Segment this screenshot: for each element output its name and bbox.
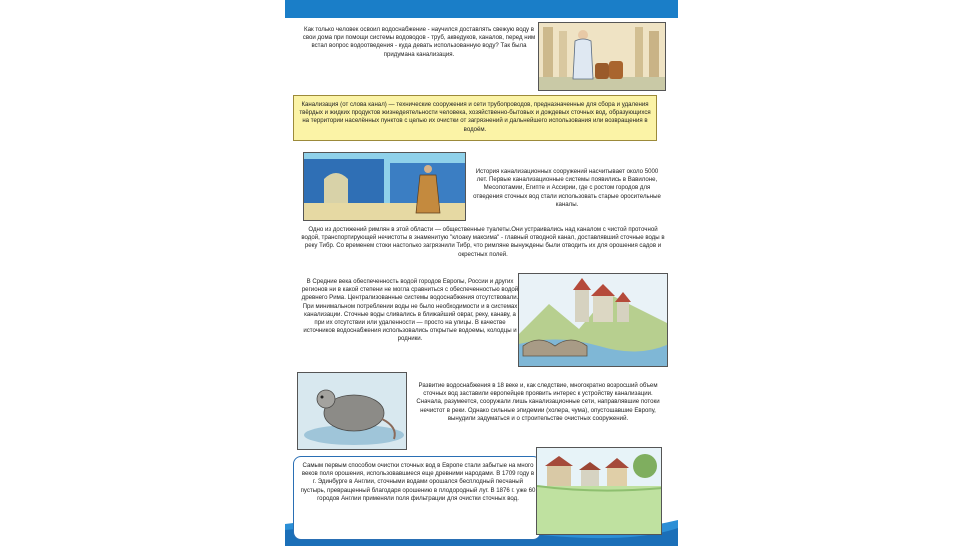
poster-page xyxy=(285,0,678,546)
illustration-village-field xyxy=(536,447,662,535)
rome-text: Одно из достижений римлян в этой области — общественные туалеты.Они устраивались над каналом с чистой проточной водой, транспортирующей нечистоты в знаменитую "клоаку максима" - главный отводной канал, доставлявший сточные воды в реку Тибр. Со временем стоки настолько загрязнили Тибр, что римляне вынуждены были отводить их для орошения садов и окрестных полей. xyxy=(301,226,665,258)
header-bar xyxy=(285,0,678,18)
definition-text: Канализация (от слова канал) — технические сооружения и сети трубопроводов, предназначенные для сбора и удаления твёрдых и жидких продуктов жизнедеятельности человека, хозяйственно-бытовых и дождевых сточных вод, образующихся на территории населённых пунктов с целью их очистки от загрязнений и дальнейшего использования или возвращения в водоём. xyxy=(299,101,651,133)
illustration-water-carrier xyxy=(538,22,666,91)
history-text: История канализационных сооружений насчитывает около 5000 лет. Первые канализационные системы появились в Вавилоне, Месопотамии, Египте и Ассирии, где с ростом городов для отведения сточных вод стали использовать старые оросительные каналы. xyxy=(473,168,661,208)
illustration-castle xyxy=(518,273,668,367)
illustration-babylon-gate xyxy=(303,152,466,221)
definition-callout xyxy=(293,95,657,141)
middle-ages-text: В Средние века обеспеченность водой городов Европы, России и других регионов ни в какой степени не могла сравниться с обеспеченностью водой древнего Рима. Централизованные системы водоснабжения отсутствовали. При минимальном потреблении воды не было необходимости и в системах канализации. Сточные воды сливались в ближайший овраг, реку, канаву, а при их отсутствии или удаленности — просто на улицы. В качестве источников водоснабжения использовались открытые водоемы, колодцы и родники. xyxy=(301,278,519,343)
irrigation-fields-box xyxy=(293,456,541,540)
eighteenth-century-text: Развитие водоснабжения в 18 веке и, как следствие, многократно возросший объем сточных вод заставили европейцев проявить интерес к устройству канализации. Сначала, разумеется, сооружали лишь канализационные сети, направлявшие потоки нечистот в реки. Однако сильные эпидемии (холера, чума), опустошавшие Европу, вынудили задуматься и о строительстве очистных сооружений. xyxy=(416,382,660,422)
illustration-rat xyxy=(297,372,407,450)
intro-text: Как только человек освоил водоснабжение - научился доставлять свежую воду в свои дома при помощи системы водоводов - труб, акведуков, каналов, перед ним встал вопрос водоотведения - куда девать использованную воду? Так была придумана канализация. xyxy=(302,26,536,58)
irrigation-fields-text: Самым первым способом очистки сточных вод в Европе стали забытые на много веков поля орошения, использовавшиеся еще древними народами. В 1709 году в г. Эдинбурге в Англии, сточными водами орошался бесплодный песчаный пустырь, превращенный благодаря орошению в плодородный луг. В 1876 г. уже 60 городов Англии применяли поля фильтрации для очистки сточных вод. xyxy=(300,462,536,502)
